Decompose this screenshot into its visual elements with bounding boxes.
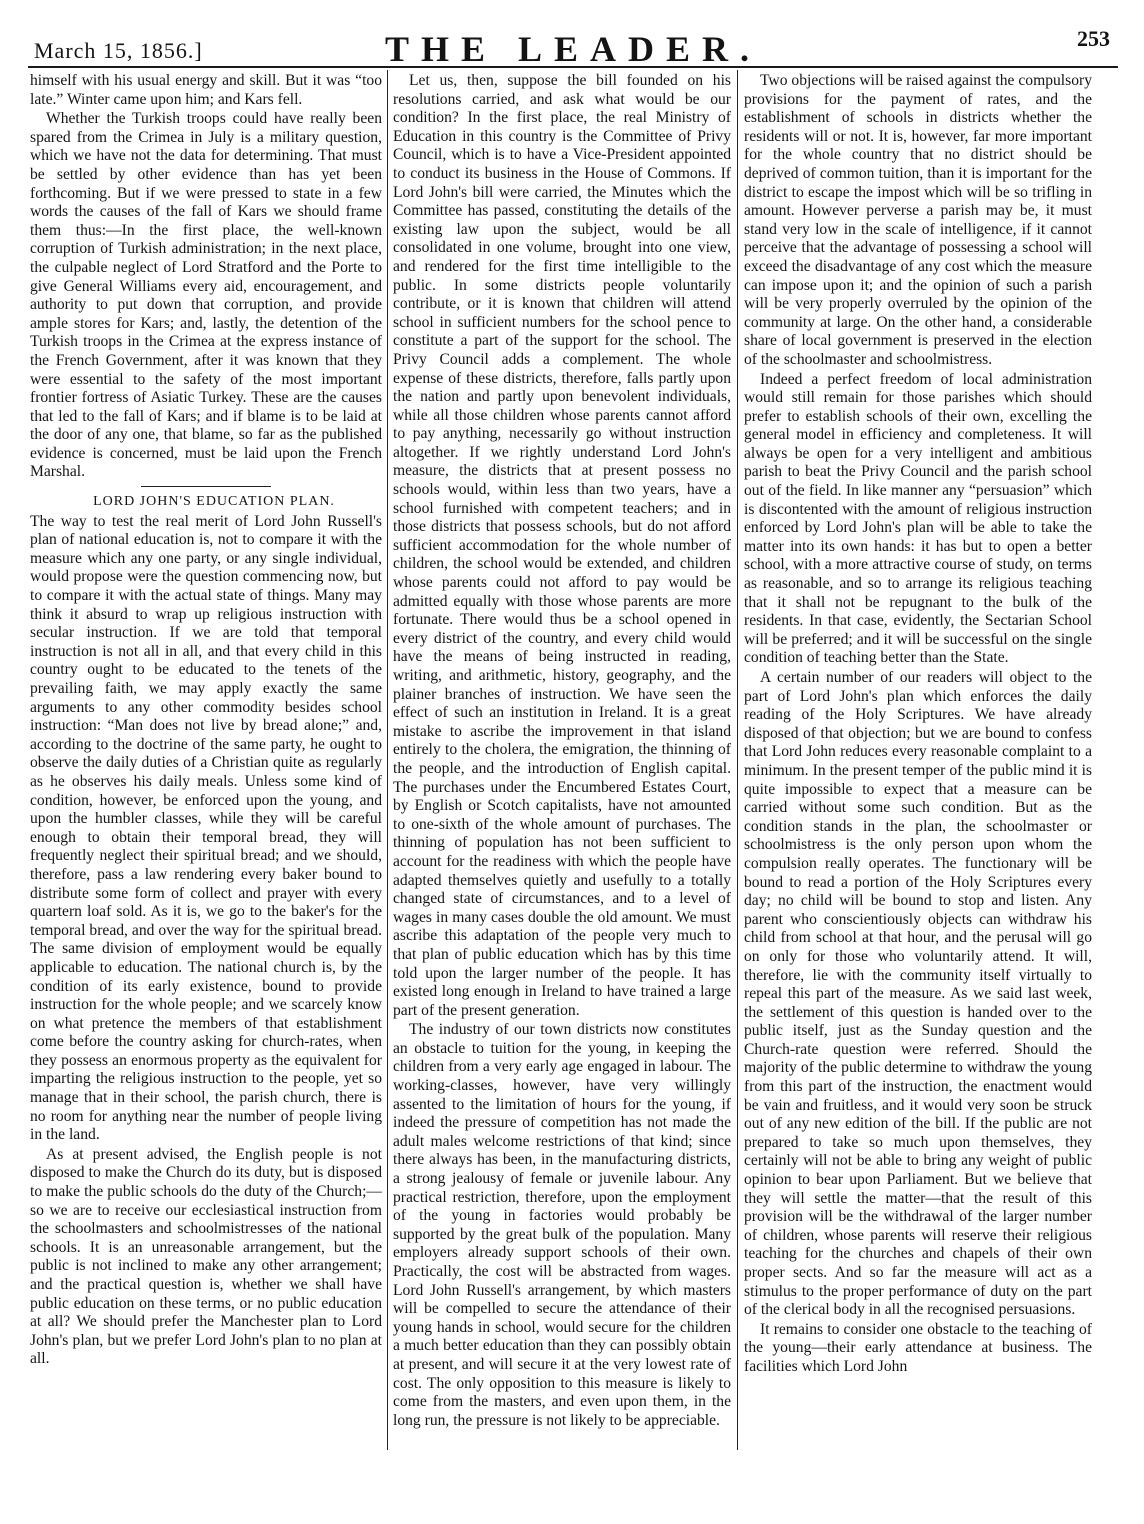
column-3 — [744, 72, 1092, 1452]
page-number: 253 — [1077, 26, 1110, 51]
article-paragraph: As at present advised, the English people is not disposed to make the Church do its duty, but is disposed to make the public schools do the duty of the Church;—so we are to receive our ecclesiastical instruction from the schoolmasters and schoolmistresses of the national schools. It is an unreasonable arrangement, but the public is not inclined to make any other arrangement; and the practical question is, whether we shall have public education on these terms, or no public education at all? We should prefer the Manchester plan to Lord John's plan, but we prefer Lord John's plan to no plan at all. — [30, 1145, 382, 1368]
column-divider — [737, 70, 738, 1450]
column-1 — [30, 72, 382, 1452]
article-paragraph: A certain number of our readers will object to the part of Lord John's plan which enforces the daily reading of the Holy Scriptures. We have already disposed of that objection; but we are bound to confess that Lord John reduces every reasonable complaint to a minimum. In the present temper of the public mind it is quite impossible to expect that a measure can be carried without some such condition. But as the condition stands in the plan, the schoolmaster or schoolmistress is the only person upon whom the compulsion really operates. The functionary will be bound to read a portion of the Holy Scriptures every day; no child will be bound to stop and listen. Any parent who conscientiously objects can withdraw his child from school at that hour, and the perusal will go on only for those who voluntarily attend. It will, therefore, lie with the community itself virtually to repeal this part of the measure. As we said last week, the settlement of this question is handed over to the public itself, just as the Sunday question and the Church-rate question were referred. Should the majority of the public determine to withdraw the young from this part of the instruction, the enactment would be vain and fruitless, and it would very soon be struck out of any new edition of the bill. If the public are not prepared to take so much upon themselves, they certainly will not be able to bring any weight of public opinion to bear upon Parliament. But we believe that they will settle the matter—that the result of this provision will be the withdrawal of the larger number of children, whose parents will reserve their religious teaching for the churches and chapels of their own proper sects. And so far the measure will act as a stimulus to the proper performance of duty on the part of the clerical body in all the recognised persuasions. — [744, 669, 1092, 1319]
article-paragraph: Whether the Turkish troops could have really been spared from the Crimea in July is a military question, which we have not the data for determining. That must be settled by other evidence than has yet been forthcoming. But if we were pressed to state in a few words the causes of the fall of Kars we should frame them thus:—In the first place, the well-known corruption of Turkish administration; in the next place, the culpable neglect of Lord Stratford and the Porte to give General Williams every aid, encouragement, and authority to put down that corruption, and provide ample stores for Kars; and, lastly, the detention of the Turkish troops in the Crimea at the express instance of the French Government, after it was known that they were essential to the safety of the most important frontier fortress of Asiatic Turkey. These are the causes that led to the fall of Kars; and if blame is to be laid at the door of any one, that blame, so far as the published evidence is concerned, must be laid upon the French Marshal. — [30, 110, 382, 481]
column-divider — [387, 70, 388, 1450]
masthead — [28, 26, 1118, 69]
article-paragraph: The way to test the real merit of Lord John Russell's plan of national education is, not to compare it with the measure which any one party, or any single individual, would propose were the question commencing now, but to compare it with the actual state of things. Many may think it absurd to wrap up religious instruction with secular instruction. If we are told that temporal instruction is not all in all, and that every child in this country ought to be educated to the tenets of the prevailing faith, we may apply exactly the same arguments to any other commodity besides school instruction: “Man does not live by bread alone;” and, according to the doctrine of the same party, he ought to observe the daily duties of a Christian quite as regularly as he observes his daily meals. Unless some kind of condition, however, be enforced upon the young, and upon the humbler classes, while they will be careful enough to obtain their temporal bread, they will frequently neglect their spiritual bread; and we should, therefore, pass a law rendering every baker bound to distribute some form of collect and prayer with every quartern loaf sold. As it is, we go to the baker's for the temporal bread, and over the way for the spiritual bread. The same division of employment would be equally applicable to education. The national church is, by the condition of its early existence, bound to provide instruction for the whole people; and we scarcely know on what pretence the members of that establishment come before the country asking for church-rates, when they possess an enormous property as the equivalent for imparting the religious instruction to the people, yet so manage that in their school, the parish church, there is no room for anything near the number of people living in the land. — [30, 512, 382, 1144]
section-heading: LORD JOHN'S EDUCATION PLAN. — [93, 494, 335, 510]
masthead-rule — [28, 66, 1118, 68]
article-paragraph: It remains to consider one obstacle to the teaching of the young—their early attendance at business. The facilities which Lord John — [744, 1320, 1092, 1375]
newspaper-title: THE LEADER. — [384, 29, 762, 69]
article-paragraph: Indeed a perfect freedom of local administration would still remain for those parishes which should prefer to establish schools of their own, excelling the general model in efficiency and completeness. It will always be open for a very intelligent and ambitious parish to beat the Privy Council and the parish school out of the field. In like manner any “persuasion” which is discontented with the amount of religious instruction enforced by Lord John's plan will be able to take the matter into its own hands: it has but to open a better school, with a more attractive course of study, on terms as reasonable, and so to arrange its religious teaching that it shall not be repugnant to the bulk of the residents. In that case, evidently, the Sectarian School will be preferred; and it will be successful on the single condition of teaching better than the State. — [744, 370, 1092, 667]
article-paragraph: himself with his usual energy and skill. But it was “too late.” Winter came upon him; and Kars fell. — [30, 72, 382, 108]
column-2 — [393, 72, 731, 1452]
issue-date: March 15, 1856.] — [34, 38, 203, 63]
article-paragraph: The industry of our town districts now constitutes an obstacle to tuition for the young, in keeping the children from a very early age engaged in labour. The working-classes, however, have very willingly assented to the limitation of hours for the young, if indeed the pressure of competition has not made the adult males welcome restrictions of that kind; since there always has been, in the manufacturing districts, a strong jealousy of female or juvenile labour. Any practical restriction, therefore, upon the employment of the young in factories would probably be supported by the great bulk of the population. Many employers already support schools of their own. Practically, the cost will be abstracted from wages. Lord John Russell's arrangement, by which masters will be compelled to secure the attendance of their young hands in school, would secure for the children a much better education than they can possibly obtain at present, and will secure it at the very lowest rate of cost. The only opposition to this measure is likely to come from the masters, and even upon them, in the long run, the pressure is not likely to be appreciable. — [393, 1021, 731, 1429]
article-paragraph: Two objections will be raised against the compulsory provisions for the payment of rates, and the establishment of schools in districts whether the residents will or not. It is, however, far more important for the whole country that no district should be deprived of common tuition, than it is important for the district to escape the impost which will be so trifling in amount. However perverse a parish may be, it must stand very low in the scale of intelligence, if it cannot perceive that the advantage of possessing a school will exceed the disadvantage of any cost which the measure can impose upon it; and the opinion of such a parish will be very properly overruled by the opinion of the community at large. On the other hand, a considerable share of local government is preserved in the election of the schoolmaster and schoolmistress. — [744, 72, 1092, 368]
article-paragraph: Let us, then, suppose the bill founded on his resolutions carried, and ask what would be our condition? In the first place, the real Ministry of Education in this country is the Committee of Privy Council, which is to have a Vice-President appointed to conduct its business in the House of Commons. If Lord John's bill were carried, the Minutes which the Committee has passed, constituting the details of the existing law upon the subject, would be all consolidated in one volume, brought into one view, and rendered for the first time intelligible to the public. In some districts people voluntarily contribute, or it is known that children will attend school in sufficient numbers for the school pence to constitute a part of the support for the school. The Privy Council adds a complement. The whole expense of these districts, therefore, falls partly upon the nation and partly upon benevolent individuals, while all those children whose parents cannot afford to pay anything, necessarily go without instruction altogether. If we rightly understand Lord John's measure, the districts that at present possess no schools would, within less than two years, have a school furnished with competent teachers; and in those districts that possess schools, but do not afford sufficient accommodation for the whole number of children, the school would be extended, and children whose parents could not afford to pay would be admitted equally with those whose parents are more fortunate. There would thus be a school opened in every district of the country, and every child would have the means of being instructed in reading, writing, and arithmetic, history, geography, and the plainer branches of instruction. We have seen the effect of such an institution in Ireland. It is a great mistake to ascribe the improvement in that island entirely to the cholera, the emigration, the thinning of the people, and the introduction of English capital. The purchases under the Encumbered Estates Court, by English or Scotch capitalists, have not amounted to one-sixth of the whole amount of purchases. The thinning of population has not been sufficient to account for the readiness with which the people have adapted themselves quietly and usefully to a totally changed state of circumstances, and to a level of wages in many cases double the old amount. We must ascribe this adaptation of the people very much to that plan of public education which has by this time told upon the larger number of the people. It has existed long enough in Ireland to have trained a large part of the present generation. — [393, 72, 731, 1019]
section-divider — [141, 486, 271, 487]
